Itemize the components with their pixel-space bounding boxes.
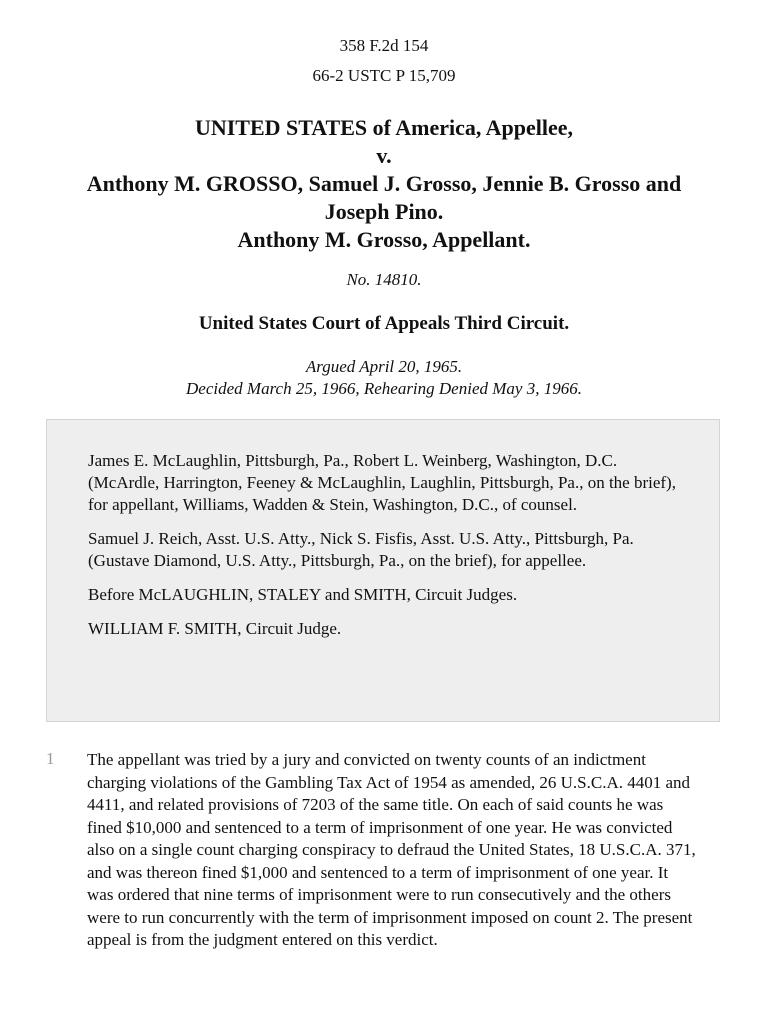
caption-defendants: Anthony M. GROSSO, Samuel J. Grosso, Jennie B. Grosso and bbox=[86, 171, 682, 196]
caption-versus: v. bbox=[376, 143, 392, 168]
docket-number: No. 14810. bbox=[346, 270, 422, 289]
decided-date: Decided March 25, 1966, Rehearing Denied May 3, 1966. bbox=[186, 379, 582, 398]
counsel-appellant: James E. McLaughlin, Pittsburgh, Pa., Robert L. Weinberg, Washington, D.C. (McArdle, Harrington, Feeney & McLaughlin, Laughlin, Pittsburgh, Pa., on the brief), for appellant, Williams, Wadden & Stein, Washington, D.C., of counsel. bbox=[88, 451, 676, 514]
caption-defendants-cont: Joseph Pino. bbox=[324, 199, 444, 224]
reporter-citation: 358 F.2d 154 bbox=[339, 36, 429, 55]
case-caption bbox=[0, 114, 768, 254]
court-name: United States Court of Appeals Third Circuit. bbox=[198, 313, 570, 334]
caption-appellee: UNITED STATES of America, Appellee, bbox=[194, 115, 574, 140]
caption-appellant: Anthony M. Grosso, Appellant. bbox=[237, 227, 531, 252]
paragraph-number: 1 bbox=[46, 749, 55, 768]
case-dates bbox=[0, 356, 768, 400]
judges-panel: Before McLAUGHLIN, STALEY and SMITH, Circuit Judges. bbox=[88, 585, 518, 604]
tax-citation: 66-2 USTC P 15,709 bbox=[312, 66, 456, 85]
counsel-panel bbox=[46, 419, 720, 722]
paragraph-text: The appellant was tried by a jury and convicted on twenty counts of an indictment charging violations of the Gambling Tax Act of 1954 as amended, 26 U.S.C.A. 4401 and 4411, and related provisions of 7203 of the same title. On each of said counts he was fined $10,000 and sentenced to a term of imprisonment of one year. He was convicted also on a single count charging conspiracy to defraud the United States, 18 U.S.C.A. 371, and was thereon fined $1,000 and sentenced to a term of imprisonment of one year. It was ordered that nine terms of imprisonment were to run consecutively and the others were to run concurrently with the term of imprisonment imposed on count 2. The present appeal is from the judgment entered on this verdict. bbox=[87, 750, 696, 949]
counsel-appellee: Samuel J. Reich, Asst. U.S. Atty., Nick S. Fisfis, Asst. U.S. Atty., Pittsburgh, Pa. (Gustave Diamond, U.S. Atty., Pittsburgh, Pa., on the brief), for appellee. bbox=[88, 529, 634, 570]
argued-date: Argued April 20, 1965. bbox=[305, 357, 463, 376]
opinion-author: WILLIAM F. SMITH, Circuit Judge. bbox=[88, 619, 342, 638]
